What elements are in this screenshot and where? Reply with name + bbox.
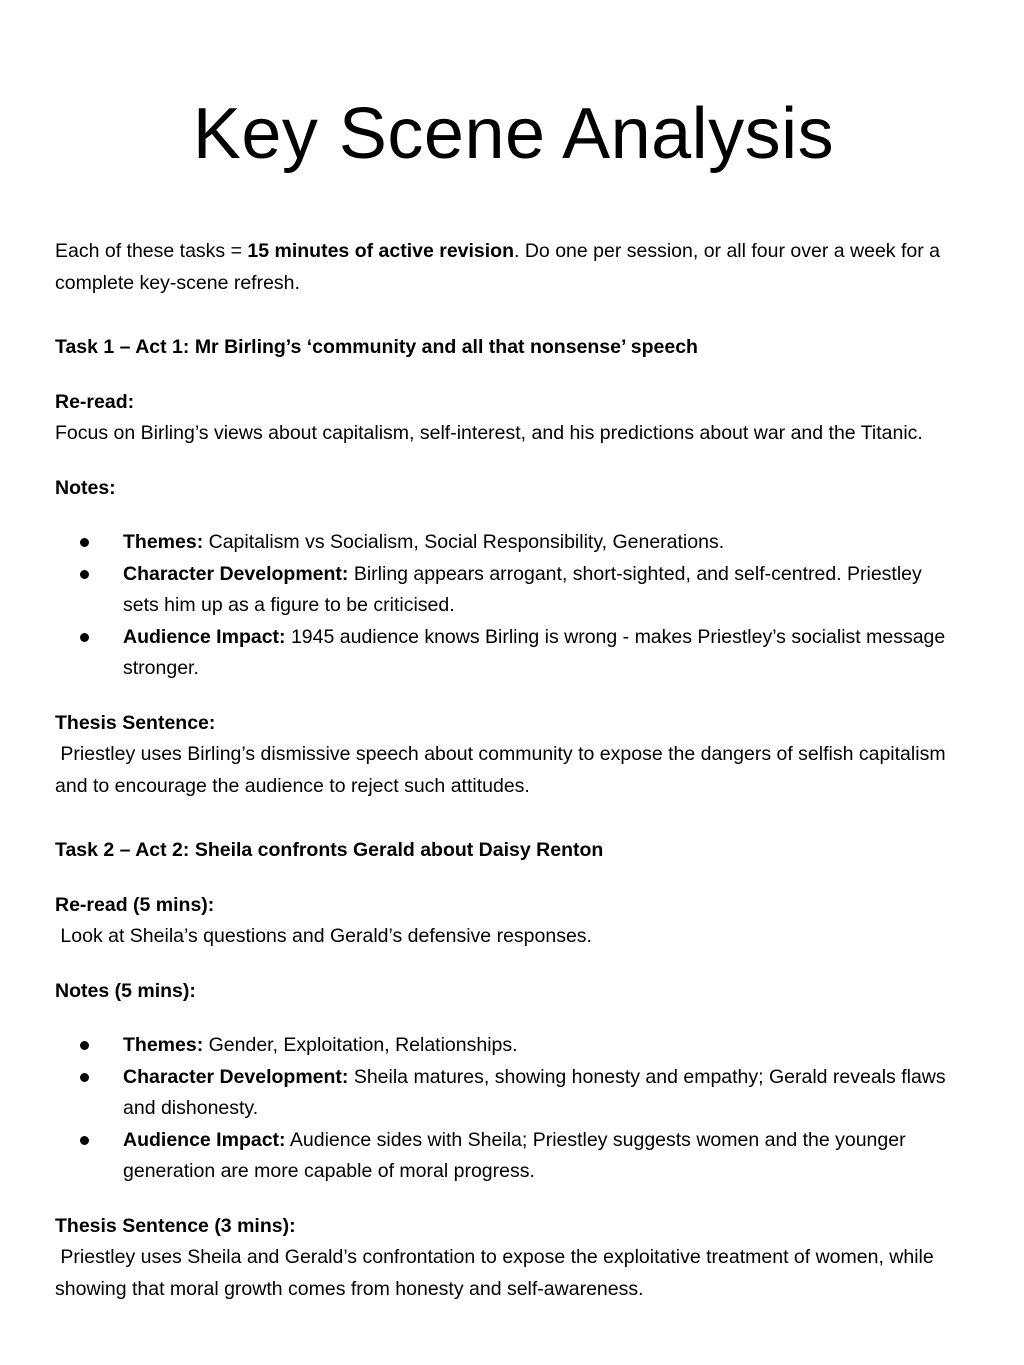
list-item: [55, 1062, 952, 1125]
intro-suffix: . Do one per session, or all four over a week for a complete key-scene refresh.: [55, 240, 940, 294]
note-text: 1945 audience knows Birling is wrong - makes Priestley’s socialist message stronger.: [123, 625, 946, 679]
task-2: [55, 835, 952, 1305]
note-label: Character Development:: [123, 562, 349, 585]
task-1: [55, 332, 952, 802]
bullet-icon: [80, 570, 89, 579]
reread-label: Re-read (5 mins):: [55, 893, 215, 916]
note-label: Themes:: [123, 531, 204, 553]
note-label: Audience Impact:: [123, 625, 286, 648]
list-item: [55, 1125, 952, 1188]
task-heading: Task 1 – Act 1: Mr Birling’s ‘community and all that nonsense’ speech: [55, 336, 698, 358]
thesis-text: Priestley uses Sheila and Gerald’s confrontation to expose the exploitative treatment of women, while showing that moral growth comes from honesty and self-awareness.: [55, 1246, 940, 1300]
bullet-icon: [80, 538, 89, 547]
page-title: Key Scene Analysis: [192, 94, 835, 174]
notes-list: [55, 1030, 952, 1188]
note-label: Audience Impact:: [123, 1128, 286, 1151]
note-text: Sheila matures, showing honesty and empathy; Gerald reveals flaws and dishonesty.: [123, 1065, 946, 1119]
reread-text: Focus on Birling’s views about capitalism, self-interest, and his predictions about war and the Titanic.: [55, 422, 923, 444]
task-heading: Task 2 – Act 2: Sheila confronts Gerald about Daisy Renton: [55, 839, 604, 861]
bullet-icon: [80, 1136, 89, 1145]
notes-label: Notes (5 mins):: [55, 979, 196, 1002]
intro-prefix: Each of these tasks =: [55, 240, 248, 262]
notes-list: [55, 527, 952, 685]
intro-bold: 15 minutes of active revision: [247, 240, 515, 262]
reread-text: Look at Sheila’s questions and Gerald’s defensive responses.: [55, 925, 592, 947]
thesis-text: Priestley uses Birling’s dismissive speech about community to expose the dangers of selfish capitalism and to encourage the audience to reject such attitudes.: [55, 743, 951, 797]
reread-label: Re-read:: [55, 390, 135, 413]
bullet-icon: [80, 633, 89, 642]
thesis-label: Thesis Sentence (3 mins):: [55, 1214, 296, 1237]
list-item: [55, 527, 952, 559]
intro-paragraph: [55, 236, 952, 299]
bullet-icon: [80, 1041, 89, 1050]
note-text: Gender, Exploitation, Relationships.: [203, 1034, 518, 1056]
list-item: [55, 1030, 952, 1062]
list-item: [55, 559, 952, 622]
note-text: Capitalism vs Socialism, Social Responsibility, Generations.: [203, 531, 725, 553]
note-label: Themes:: [123, 1034, 204, 1056]
thesis-label: Thesis Sentence:: [55, 711, 216, 734]
notes-label: Notes:: [55, 476, 116, 499]
list-item: [55, 622, 952, 685]
note-label: Character Development:: [123, 1065, 349, 1088]
note-text: Audience sides with Sheila; Priestley suggests women and the younger generation are more capable of moral progress.: [123, 1128, 906, 1182]
note-text: Birling appears arrogant, short-sighted, and self-centred. Priestley sets him up as a figure to be criticised.: [123, 562, 922, 616]
bullet-icon: [80, 1073, 89, 1082]
